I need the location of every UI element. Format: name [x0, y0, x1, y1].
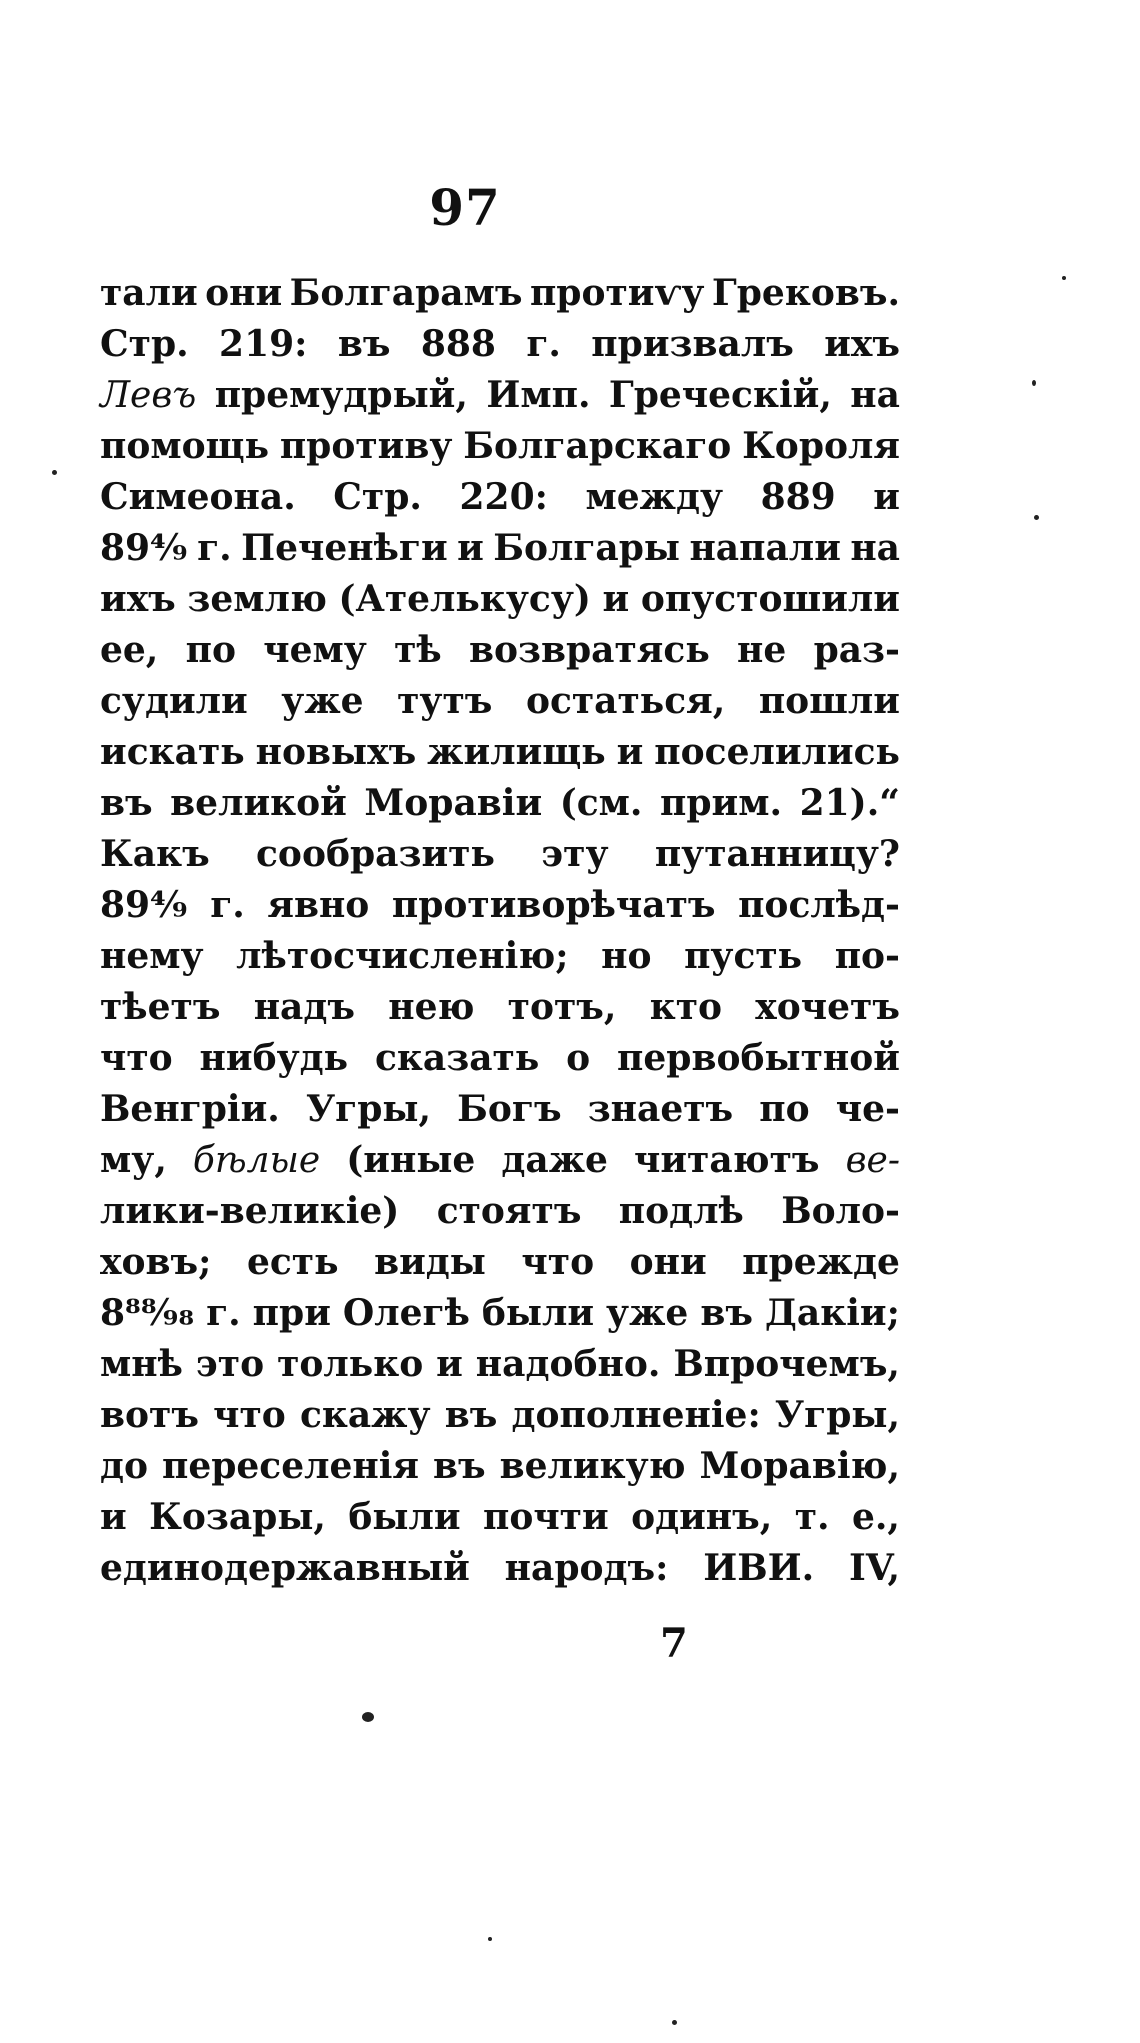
- text-line: [100, 574, 900, 625]
- word: 888: [420, 323, 496, 365]
- word: и: [616, 731, 644, 773]
- word: Имп.: [486, 374, 591, 416]
- word: г.: [210, 884, 245, 926]
- word: они: [205, 272, 283, 314]
- word: прежде: [742, 1241, 900, 1283]
- word: и: [602, 578, 630, 620]
- word: жилищь: [427, 731, 606, 773]
- text-line: [100, 1135, 900, 1186]
- word: 219:: [219, 323, 308, 365]
- word: по: [185, 629, 236, 671]
- word: кто: [649, 986, 723, 1028]
- word: и: [436, 1343, 463, 1385]
- word: Симеона.: [100, 476, 296, 518]
- word: Какъ: [100, 833, 210, 875]
- text-line: [100, 268, 900, 319]
- word: въ: [444, 1394, 498, 1436]
- word: Угры,: [305, 1088, 432, 1130]
- word: землю: [187, 578, 327, 620]
- word: уже: [606, 1292, 689, 1334]
- text-line: [100, 1492, 900, 1543]
- word: о: [566, 1037, 591, 1079]
- paper-speck: [672, 2020, 677, 2025]
- word: Греческій,: [608, 374, 832, 416]
- word: Болгарамъ: [289, 272, 523, 314]
- word: почти: [482, 1496, 609, 1538]
- word: (иные: [346, 1139, 476, 1181]
- word: они: [629, 1241, 707, 1283]
- paper-speck: [52, 470, 57, 475]
- word: знаетъ: [587, 1088, 734, 1130]
- page-number: 97: [429, 178, 501, 237]
- word: раз-: [813, 629, 900, 671]
- word: Стр.: [333, 476, 422, 518]
- word: великую: [499, 1445, 686, 1487]
- text-line: [100, 370, 900, 421]
- word: мнѣ: [100, 1343, 183, 1385]
- word: ее,: [100, 629, 159, 671]
- word: 89⁴⁄₉: [100, 527, 188, 569]
- word: надобно.: [475, 1343, 661, 1385]
- word: одинъ,: [631, 1496, 773, 1538]
- word: судили: [100, 680, 248, 722]
- word: тѣ: [394, 629, 442, 671]
- word: надъ: [253, 986, 355, 1028]
- text-line: [100, 625, 900, 676]
- word: нею: [388, 986, 475, 1028]
- text-line: [100, 472, 900, 523]
- word: тали: [100, 272, 198, 314]
- word: въ: [700, 1292, 753, 1334]
- word: лики-великіе): [100, 1190, 400, 1232]
- word: 21).“: [799, 782, 900, 824]
- word: поселились: [654, 731, 900, 773]
- word: Угры,: [774, 1394, 900, 1436]
- word: протиѵу: [529, 272, 705, 314]
- word: новыхъ: [255, 731, 417, 773]
- word: путанницу?: [654, 833, 900, 875]
- word: Венгріи.: [100, 1088, 280, 1130]
- word: единодержавный: [100, 1547, 470, 1589]
- word: ве-: [845, 1140, 900, 1181]
- word: что: [100, 1037, 173, 1079]
- word: Воло-: [781, 1190, 900, 1232]
- word: Печенѣги: [241, 527, 448, 569]
- word: премудрый,: [214, 374, 468, 416]
- word: переселенія: [161, 1445, 420, 1487]
- word: это: [195, 1343, 265, 1385]
- word: уже: [281, 680, 364, 722]
- word: до: [100, 1445, 149, 1487]
- word: лѣтосчисленію;: [236, 935, 569, 977]
- word: Олегѣ: [342, 1292, 470, 1334]
- word: опустошили: [640, 578, 900, 620]
- word: (Ателькусу): [338, 578, 591, 620]
- word: Грековъ.: [711, 272, 900, 314]
- word: въ: [100, 782, 153, 824]
- word: на: [850, 527, 900, 569]
- word: че-: [835, 1088, 900, 1130]
- word: т.: [794, 1496, 830, 1538]
- word: 8⁸⁸⁄₉₈: [100, 1292, 195, 1334]
- word: и: [873, 476, 900, 518]
- word: противорѣчатъ: [391, 884, 716, 926]
- body-text: [100, 268, 900, 1594]
- word: сказать: [374, 1037, 540, 1079]
- word: при: [252, 1292, 331, 1334]
- text-line: [100, 1339, 900, 1390]
- word: ихъ: [824, 323, 900, 365]
- word: тотъ,: [507, 986, 617, 1028]
- text-line: [100, 676, 900, 727]
- word: противу: [279, 425, 453, 467]
- word: 89⁴⁄₉: [100, 884, 188, 926]
- word: по: [759, 1088, 810, 1130]
- word: тутъ: [397, 680, 493, 722]
- word: 220:: [459, 476, 548, 518]
- word: были: [481, 1292, 595, 1334]
- word: г.: [206, 1292, 241, 1334]
- text-line: [100, 880, 900, 931]
- text-line: [100, 1186, 900, 1237]
- word: Моравіи: [364, 782, 543, 824]
- word: но: [601, 935, 652, 977]
- word: и: [100, 1496, 127, 1538]
- word: вотъ: [100, 1394, 199, 1436]
- word: Стр.: [100, 323, 189, 365]
- word: великой: [170, 782, 347, 824]
- paper-speck: [362, 1712, 374, 1722]
- text-line: [100, 1543, 900, 1594]
- word: только: [277, 1343, 424, 1385]
- paper-speck: [1034, 515, 1039, 520]
- word: Впрочемъ,: [673, 1343, 900, 1385]
- word: 889: [760, 476, 836, 518]
- word: на: [850, 374, 900, 416]
- word: Дакіи;: [764, 1292, 900, 1334]
- text-line: [100, 982, 900, 1033]
- word: (см.: [559, 782, 643, 824]
- word: г.: [197, 527, 232, 569]
- word: призвалъ: [591, 323, 794, 365]
- text-line: [100, 931, 900, 982]
- paper-speck: [1032, 380, 1036, 386]
- word: нему: [100, 935, 204, 977]
- word: между: [585, 476, 724, 518]
- word: остаться,: [525, 680, 726, 722]
- word: что: [521, 1241, 595, 1283]
- word: и: [457, 527, 484, 569]
- text-line: [100, 319, 900, 370]
- word: IV,: [848, 1547, 900, 1589]
- text-line: [100, 1441, 900, 1492]
- word: стоятъ: [436, 1190, 582, 1232]
- word: нибудь: [199, 1037, 349, 1079]
- text-line: [100, 523, 900, 574]
- text-line: [100, 1033, 900, 1084]
- word: есть: [246, 1241, 339, 1283]
- word: виды: [374, 1241, 486, 1283]
- text-line: [100, 727, 900, 778]
- word: ИВИ.: [703, 1547, 815, 1589]
- word: ховъ;: [100, 1241, 212, 1283]
- word: му,: [100, 1139, 167, 1181]
- word: сообразить: [256, 833, 495, 875]
- word: Козары,: [149, 1496, 326, 1538]
- word: Короля: [742, 425, 900, 467]
- word: подлѣ: [618, 1190, 744, 1232]
- word: были: [348, 1496, 461, 1538]
- word: хочетъ: [755, 986, 900, 1028]
- word: тѣетъ: [100, 986, 221, 1028]
- word: Левъ: [100, 375, 197, 416]
- text-line: [100, 421, 900, 472]
- word: Моравію,: [699, 1445, 900, 1487]
- word: бѣлые: [192, 1140, 321, 1181]
- text-line: [100, 778, 900, 829]
- word: даже: [501, 1139, 608, 1181]
- text-line: [100, 1288, 900, 1339]
- paper-speck: [488, 1937, 492, 1941]
- word: Болгарскаго: [463, 425, 732, 467]
- word: въ: [432, 1445, 486, 1487]
- word: Богъ: [457, 1088, 562, 1130]
- word: пошли: [758, 680, 900, 722]
- paper-speck: [1062, 276, 1066, 280]
- word: скажу: [299, 1394, 431, 1436]
- word: ихъ: [100, 578, 176, 620]
- word: дополненіе:: [511, 1394, 761, 1436]
- word: помощь: [100, 425, 270, 467]
- word: Болгары: [493, 527, 681, 569]
- word: читаютъ: [634, 1139, 820, 1181]
- word: искать: [100, 731, 245, 773]
- word: по-: [834, 935, 900, 977]
- word: эту: [541, 833, 609, 875]
- word: пусть: [684, 935, 803, 977]
- word: явно: [267, 884, 370, 926]
- word: въ: [337, 323, 391, 365]
- word: прим.: [660, 782, 783, 824]
- word: напали: [689, 527, 841, 569]
- word: е.,: [851, 1496, 900, 1538]
- text-line: [100, 1084, 900, 1135]
- signature-mark: 7: [660, 1620, 688, 1667]
- word: народъ:: [504, 1547, 669, 1589]
- word: возвратясь: [468, 629, 710, 671]
- word: послѣд-: [738, 884, 900, 926]
- text-line: [100, 1237, 900, 1288]
- word: чему: [263, 629, 367, 671]
- word: не: [737, 629, 787, 671]
- word: г.: [526, 323, 561, 365]
- text-line: [100, 1390, 900, 1441]
- word: первобытной: [617, 1037, 900, 1079]
- text-line: [100, 829, 900, 880]
- word: что: [213, 1394, 286, 1436]
